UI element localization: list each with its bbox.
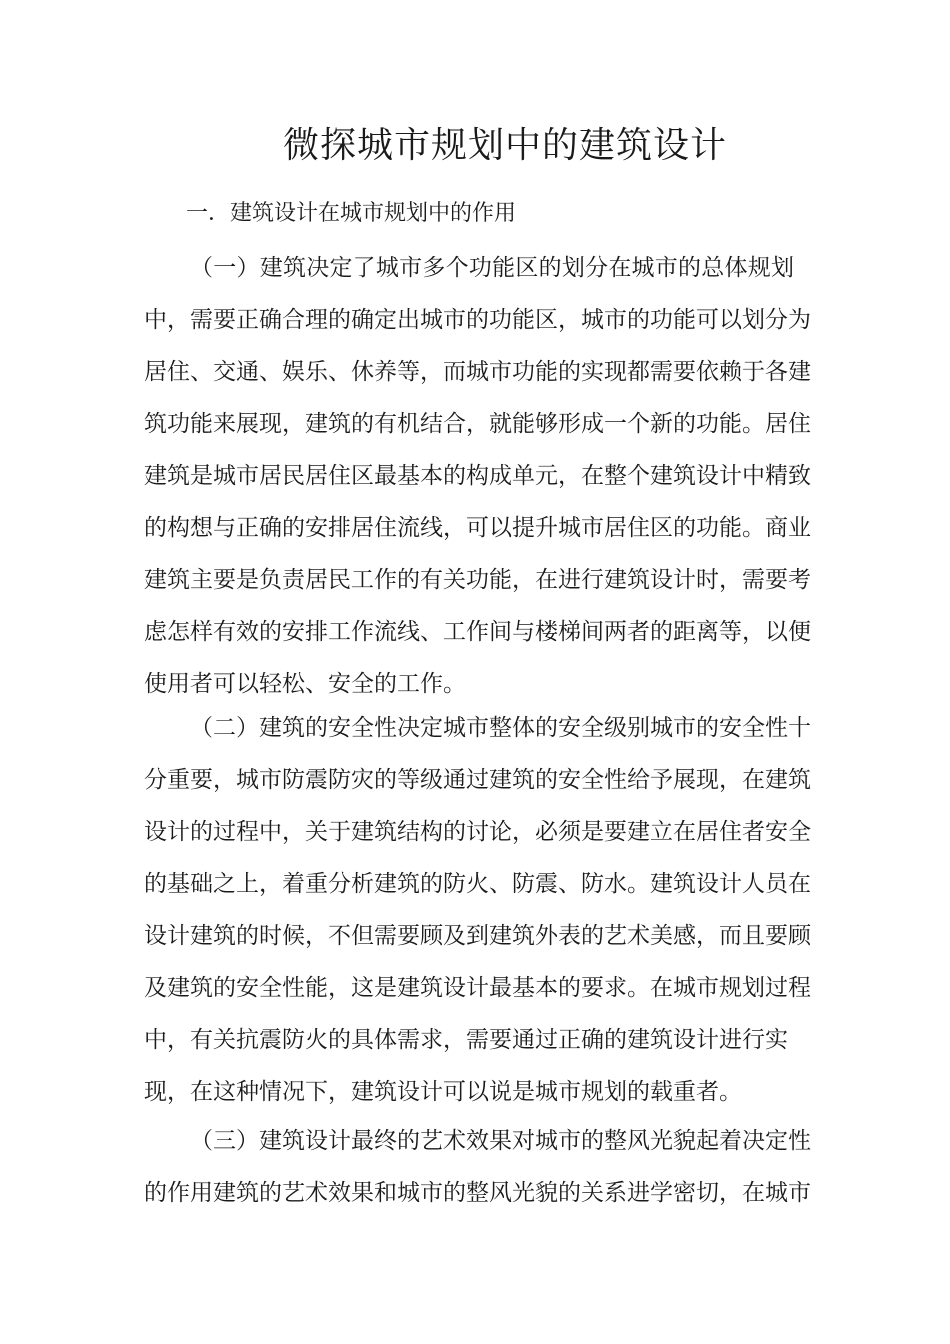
paragraph-line: 的基础之上，着重分析建筑的防火、防震、防水。建筑设计人员在 [144, 871, 811, 897]
paragraph-1 [144, 242, 811, 710]
paragraph-line: 分重要，城市防震防灾的等级通过建筑的安全性给予展现，在建筑 [144, 767, 811, 793]
paragraph-line: 的作用建筑的艺术效果和城市的整风光貌的关系进学密切，在城市 [144, 1180, 811, 1206]
paragraph-line: 建筑主要是负责居民工作的有关功能，在进行建筑设计时，需要考 [144, 567, 811, 593]
paragraph-line: 筑功能来展现，建筑的有机结合，就能够形成一个新的功能。居住 [144, 411, 811, 437]
paragraph-2 [144, 702, 811, 1118]
paragraph-line: 的构想与正确的安排居住流线，可以提升城市居住区的功能。商业 [144, 515, 811, 541]
paragraph-line: 虑怎样有效的安排工作流线、工作间与楼梯间两者的距离等，以便 [144, 619, 811, 645]
paragraph-line: 居住、交通、娱乐、休养等，而城市功能的实现都需要依赖于各建 [144, 359, 811, 385]
paragraph-line: 中，需要正确合理的确定出城市的功能区，城市的功能可以划分为 [144, 307, 811, 333]
paragraph-line: （一）建筑决定了城市多个功能区的划分在城市的总体规划 [190, 255, 794, 281]
paragraph-line: 建筑是城市居民居住区最基本的构成单元，在整个建筑设计中精致 [144, 463, 811, 489]
paragraph-line: （三）建筑设计最终的艺术效果对城市的整风光貌起着决定性 [190, 1128, 811, 1154]
paragraph-line: 设计建筑的时候，不但需要顾及到建筑外表的艺术美感，而且要顾 [144, 923, 811, 949]
paragraph-line: 及建筑的安全性能，这是建筑设计最基本的要求。在城市规划过程 [144, 975, 811, 1001]
section-heading: 一．建筑设计在城市规划中的作用 [186, 201, 517, 226]
paragraph-line: 设计的过程中，关于建筑结构的讨论，必须是要建立在居住者安全 [144, 819, 811, 845]
paragraph-line: 中，有关抗震防火的具体需求，需要通过正确的建筑设计进行实 [144, 1027, 788, 1053]
paragraph-line: （二）建筑的安全性决定城市整体的安全级别城市的安全性十 [190, 715, 811, 741]
paragraph-line: 现，在这种情况下，建筑设计可以说是城市规划的载重者。 [144, 1079, 742, 1105]
paragraph-line: 使用者可以轻松、安全的工作。 [144, 671, 466, 697]
document-title: 微探城市规划中的建筑设计 [282, 125, 727, 166]
paragraph-3 [144, 1115, 811, 1219]
